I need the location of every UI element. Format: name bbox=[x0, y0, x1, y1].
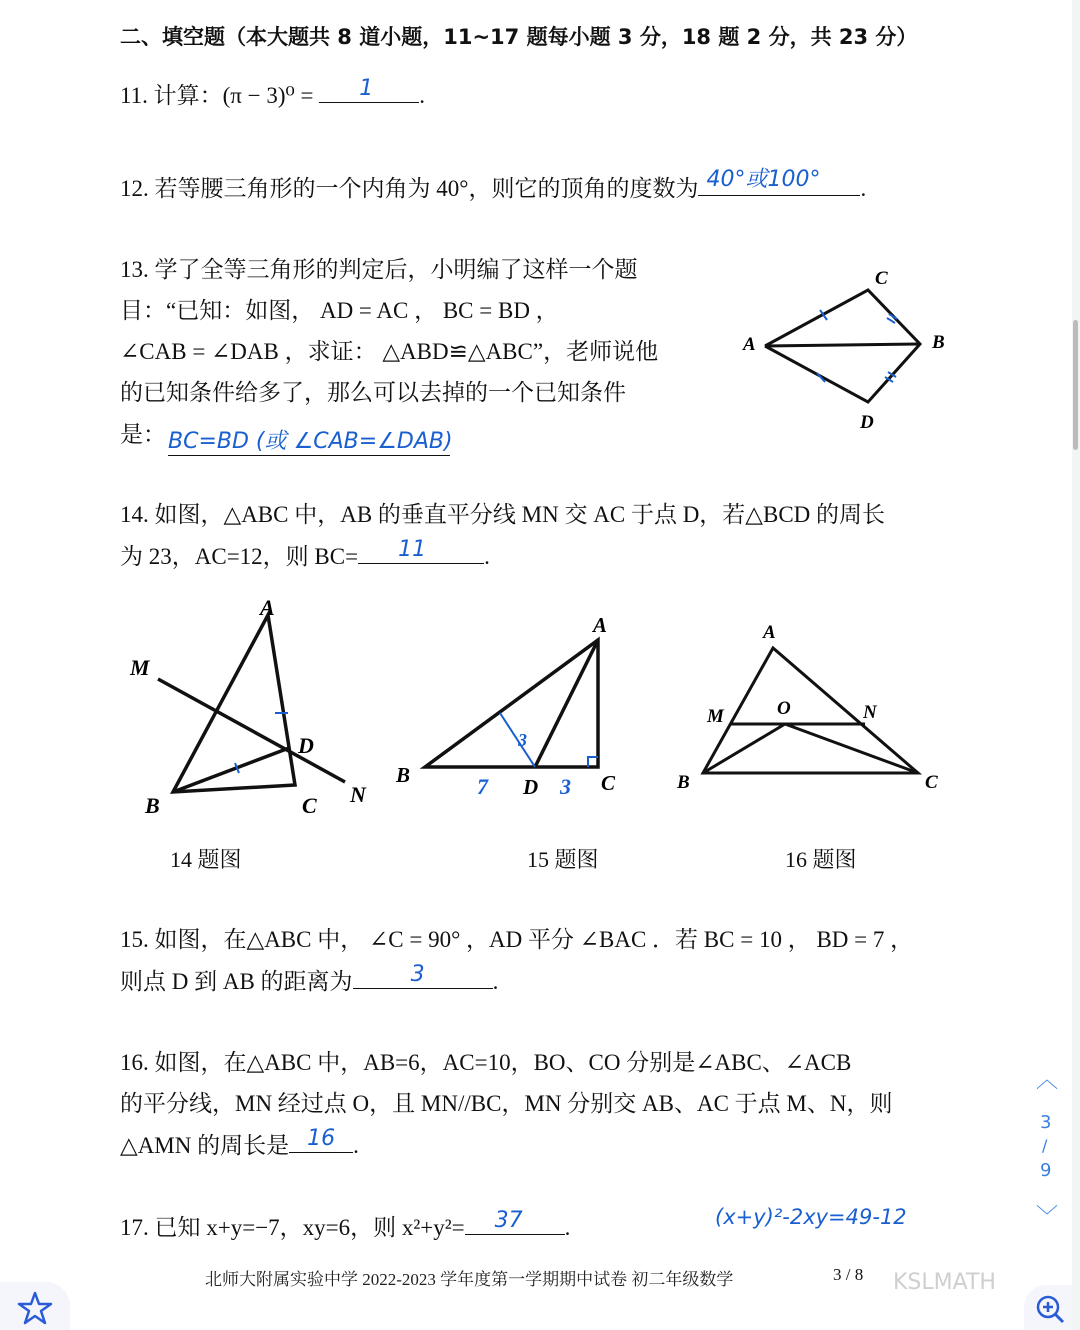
figure-13 bbox=[735, 262, 955, 437]
q17-answer-blank bbox=[465, 1208, 565, 1235]
prev-page-button[interactable]: ︿ bbox=[1036, 1068, 1059, 1093]
q11-period: . bbox=[419, 83, 425, 108]
q12-answer-blank bbox=[698, 167, 860, 196]
q16-text: △AMN 的周长是 bbox=[120, 1133, 290, 1158]
q15-line-2 bbox=[120, 962, 499, 997]
page-indicator: 3 / 8 bbox=[833, 1265, 864, 1284]
q12-period: . bbox=[860, 176, 867, 201]
f15-label-c: C bbox=[601, 771, 616, 795]
f15-label-b: B bbox=[396, 763, 411, 787]
q17-text: 17. 已知 x+y=−7，xy=6，则 x²+y²= bbox=[120, 1215, 465, 1240]
page-footer: 北师大附属实验中学 2022-2023 学年度第一学期期中试卷 初二年级数学 bbox=[205, 1270, 734, 1289]
f16-label-m: M bbox=[707, 706, 724, 727]
q15-text: 则点 D 到 AB 的距离为 bbox=[120, 969, 353, 994]
f15-label-a: A bbox=[593, 613, 608, 637]
q14-answer: 11 bbox=[398, 537, 427, 562]
q17-answer: 37 bbox=[494, 1208, 523, 1233]
f16-label-a: A bbox=[763, 622, 776, 643]
q15-answer: 3 bbox=[410, 962, 425, 987]
q14-line-1: 14. 如图，△ABC 中，AB 的垂直平分线 MN 交 AC 于点 D，若△BCD 的周长 bbox=[120, 502, 886, 527]
q15-line-1: 15. 如图，在△ABC 中， ∠C = 90° ，AD 平分 ∠BAC ．若 BC = 10 ， BD = 7 ， bbox=[120, 927, 914, 952]
f15-mark-dc: 3 bbox=[560, 774, 571, 799]
q13-line-4: 的已知条件给多了，那么可以去掉的一个已知条件 bbox=[120, 380, 626, 405]
q16-period: . bbox=[353, 1133, 359, 1158]
f14-label-c: C bbox=[302, 793, 317, 818]
f16-label-o: O bbox=[777, 698, 791, 719]
zoom-in-button[interactable] bbox=[1024, 1285, 1072, 1330]
f15-mark-bd: 7 bbox=[477, 774, 488, 799]
f13-label-c: C bbox=[875, 268, 888, 289]
q11-answer: 1 bbox=[359, 76, 374, 101]
caption-fig-16: 16 题图 bbox=[785, 847, 857, 872]
q17-handwritten-note: (x+y)²-2xy=49-12 bbox=[715, 1205, 907, 1229]
q14-line-2 bbox=[120, 537, 490, 572]
caption-fig-14: 14 题图 bbox=[170, 847, 242, 872]
scrollbar-thumb[interactable] bbox=[1073, 320, 1078, 450]
q12-answer: 40°或100° bbox=[706, 167, 821, 192]
question-11 bbox=[120, 76, 425, 111]
q16-answer-blank bbox=[289, 1126, 353, 1153]
q15-period: . bbox=[492, 969, 499, 994]
next-page-button[interactable]: ﹀ bbox=[1036, 1205, 1059, 1230]
f16-label-c: C bbox=[925, 772, 938, 793]
star-icon bbox=[17, 1290, 53, 1326]
f15-mark-height: 3 bbox=[518, 730, 527, 750]
f13-label-d: D bbox=[860, 412, 874, 433]
q14-answer-blank bbox=[358, 537, 484, 564]
q13-line-1: 13. 学了全等三角形的判定后，小明编了这样一个题 bbox=[120, 257, 638, 282]
figure-15 bbox=[390, 610, 630, 800]
q17-period: . bbox=[564, 1215, 571, 1240]
favorite-button[interactable] bbox=[0, 1282, 70, 1330]
q11-text: 11. 计算：(π − 3)⁰ = bbox=[120, 83, 314, 108]
f13-label-a: A bbox=[743, 334, 756, 355]
question-12 bbox=[120, 167, 867, 204]
watermark: KSLMATH bbox=[893, 1270, 996, 1295]
nav-current-page: 3 bbox=[1040, 1112, 1052, 1133]
f16-label-n: N bbox=[863, 702, 877, 723]
q13-line-2: 目：“已知：如图， AD = AC ， BC = BD ， bbox=[120, 298, 559, 323]
zoom-in-icon bbox=[1034, 1293, 1066, 1325]
f13-label-b: B bbox=[932, 332, 945, 353]
nav-separator: / bbox=[1042, 1136, 1048, 1155]
section-title: 二、填空题（本大题共 8 道小题，11~17 题每小题 3 分，18 题 2 分，共 23 分） bbox=[120, 25, 918, 49]
q12-text: 12. 若等腰三角形的一个内角为 40°，则它的顶角的度数为 bbox=[120, 176, 699, 201]
nav-total-pages: 9 bbox=[1040, 1160, 1052, 1181]
f14-label-a: A bbox=[260, 595, 275, 620]
f14-label-b: B bbox=[145, 793, 160, 818]
f14-label-d: D bbox=[298, 733, 314, 758]
q14-period: . bbox=[484, 544, 490, 569]
q14-text: 为 23，AC=12，则 BC= bbox=[120, 544, 359, 569]
figure-14 bbox=[125, 595, 385, 830]
q11-answer-blank bbox=[319, 76, 419, 103]
q16-line-2: 的平分线，MN 经过点 O，且 MN//BC，MN 分别交 AB、AC 于点 M、N，则 bbox=[120, 1091, 893, 1116]
f14-label-n: N bbox=[350, 782, 366, 807]
q13-line-3: ∠CAB = ∠DAB ，求证： △ABD≌△ABC”，老师说他 bbox=[120, 339, 659, 364]
q13-answer: BC=BD (或 ∠CAB=∠DAB) bbox=[168, 424, 450, 456]
q13-prompt: 是： bbox=[120, 422, 166, 447]
q16-line-3 bbox=[120, 1126, 359, 1161]
f16-label-b: B bbox=[677, 772, 690, 793]
q15-answer-blank bbox=[353, 962, 493, 989]
f14-label-m: M bbox=[130, 655, 150, 680]
q16-line-1: 16. 如图，在△ABC 中，AB=6，AC=10，BO、CO 分别是∠ABC、∠ACB bbox=[120, 1050, 852, 1075]
q16-answer: 16 bbox=[307, 1126, 336, 1151]
f15-label-d: D bbox=[523, 775, 539, 799]
caption-fig-15: 15 题图 bbox=[527, 847, 599, 872]
question-17 bbox=[120, 1208, 571, 1243]
figure-16 bbox=[675, 620, 950, 800]
